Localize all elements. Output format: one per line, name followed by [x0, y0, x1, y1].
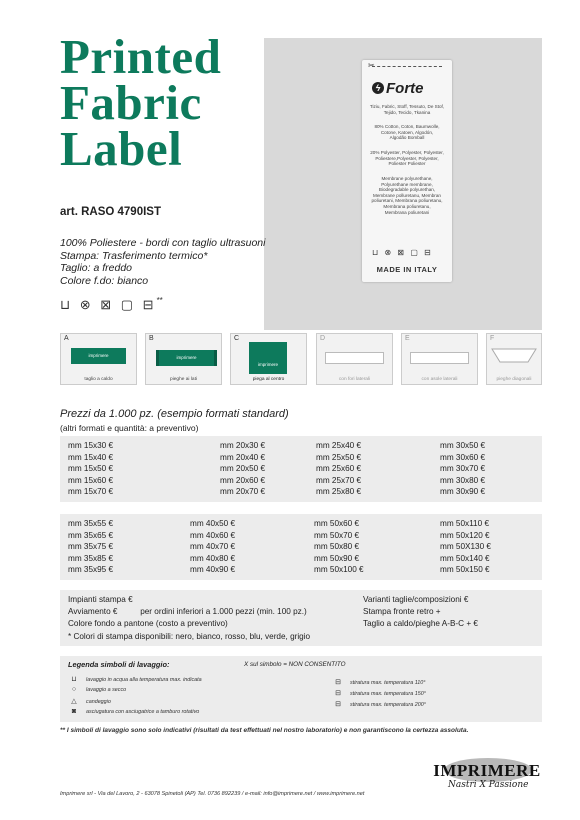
page-title — [60, 29, 222, 176]
iron-icon: ⊟ — [335, 679, 341, 686]
price-cell: mm 50x70 € — [314, 530, 360, 540]
legend-text: stiratura max. temperatura 150° — [350, 691, 426, 697]
sample-text-line: Polyurethane membrane, — [381, 181, 433, 187]
price-cell: mm 15x60 € — [68, 475, 114, 485]
sample-text-line: 20% Polyester, Polyester, Polyester, — [370, 150, 444, 155]
bleach-icon: △ — [71, 698, 77, 705]
legend-item — [68, 697, 111, 705]
format-panel-b — [145, 333, 222, 385]
care-symbols — [60, 296, 163, 313]
price-cell: mm 50X130 € — [440, 542, 491, 551]
price-cell: mm 40x70 € — [190, 542, 236, 551]
description-line: Taglio: a freddo — [60, 262, 132, 275]
format-panel-c — [230, 333, 307, 385]
sample-text-2 — [368, 124, 446, 141]
format-panel-e — [401, 333, 478, 385]
price-cell: mm 15x70 € — [68, 487, 114, 496]
price-cell: mm 15x30 € — [68, 441, 114, 450]
price-cell: mm 30x80 € — [440, 475, 486, 485]
sample-brand-name: Forte — [386, 80, 424, 97]
article-code: art. RASO 4790IST — [60, 206, 161, 218]
extras-line: Impianti stampa € — [68, 595, 133, 604]
price-cell: mm 30x70 € — [440, 464, 486, 473]
format-caption: piega al centro — [252, 377, 285, 382]
made-in-italy: MADE IN ITALY — [376, 265, 438, 274]
format-caption: pieghe ai lati — [170, 377, 197, 382]
extras-line: Taglio a caldo/pieghe A-B-C + € — [363, 618, 478, 628]
format-caption: taglio a caldo — [84, 377, 113, 382]
cut-line — [372, 66, 442, 67]
extras-right — [363, 594, 478, 629]
legend-item — [332, 689, 426, 697]
sample-text-line: Membrane polyurethane, — [381, 176, 433, 181]
legend-not-allowed: X sul simbolo = NON CONSENTITO — [244, 661, 346, 668]
price-cell: mm 30x50 € — [440, 441, 486, 450]
price-cell: mm 50x80 € — [314, 542, 360, 551]
care-legend — [60, 656, 542, 722]
sample-text-line: Membrana poliuretani — [384, 209, 430, 215]
sample-care-symbols: ⊔ ⊗ ⊠ ▢ ⊟ — [372, 248, 433, 257]
price-column — [190, 518, 235, 576]
extras-line: Varianti taglie/composizioni € — [363, 595, 469, 604]
description-line: Colore f.do: bianco — [60, 274, 149, 287]
format-caption: con asole laterali — [421, 377, 458, 382]
iron-icon: ⊟ — [335, 690, 341, 697]
price-cell: mm 40x80 € — [190, 553, 236, 563]
extras-line: Colore fondo a pantone (costo a preventivo) — [68, 618, 228, 628]
extras-line: Avviamento € per ordini inferiori a 1.000 pezzi (min. 100 pz.) — [68, 606, 307, 616]
format-letter: E — [405, 335, 410, 342]
sample-text-1 — [368, 104, 446, 115]
product-photo — [264, 38, 542, 330]
format-panel-d — [316, 333, 393, 385]
footer-contacts: Imprimere srl - Via del Lavoro, 2 - 63078 Spinetoli (AP) Tel. 0736 892239 / e-mail: info@imprimere.net / www.imprimere.net — [60, 791, 365, 797]
price-cell: mm 50x100 € — [314, 565, 364, 574]
format-letter: F — [490, 335, 495, 342]
legend-item — [68, 686, 126, 693]
format-letter: A — [64, 335, 69, 342]
sample-text-line: 80% Cotton, Coton, Baumwolle, — [374, 124, 440, 129]
format-panel-f — [486, 333, 542, 385]
price-cell: mm 15x40 € — [68, 452, 114, 462]
care-symbol-row: ⊔ ⊗ ⊠ ▢ ⊟ — [60, 297, 157, 312]
price-cell: mm 35x55 € — [68, 519, 114, 528]
price-cell: mm 20x70 € — [220, 487, 266, 496]
price-column — [316, 440, 361, 498]
price-cell: mm 25x60 € — [316, 464, 362, 473]
format-caption: con fori laterali — [338, 377, 371, 382]
price-column — [220, 440, 265, 498]
legend-item — [68, 708, 199, 715]
format-sample: imprimere — [71, 348, 126, 364]
brand-name: IMPRIMERE — [433, 761, 541, 780]
price-cell: mm 50x150 € — [440, 565, 490, 574]
sample-text-line: Poliester Poliester — [388, 161, 426, 167]
prices-heading: Prezzi da 1.000 pz. (esempio formati standard) — [60, 408, 289, 420]
extras-left — [68, 594, 307, 629]
sample-label — [362, 60, 452, 282]
legend-text: asciugatura con asciugatrice a tamburo rotativo — [86, 709, 200, 715]
price-table-1 — [60, 436, 542, 502]
sample-text-line: Membrane polluretanu, Membran — [373, 192, 441, 198]
price-column — [440, 440, 485, 498]
description-line: 100% Poliestere - bordi con taglio ultrasuoni — [60, 237, 266, 249]
sample-text-line: Biodegradable polyurethan, — [378, 187, 436, 193]
sample-text-4 — [368, 176, 446, 215]
price-cell: mm 20x30 € — [220, 441, 266, 450]
price-cell: mm 20x40 € — [220, 452, 266, 462]
legend-item — [332, 700, 426, 708]
price-cell: mm 50x120 € — [440, 530, 490, 540]
colors-note: * Colori di stampa disponibili: nero, bianco, rosso, blu, verde, grigio — [68, 632, 311, 641]
price-cell: mm 25x40 € — [316, 441, 362, 450]
format-sample: imprimere — [249, 342, 287, 374]
price-cell: mm 50x90 € — [314, 553, 360, 563]
price-cell: mm 35x75 € — [68, 542, 114, 551]
iron-icon: ⊟ — [335, 701, 341, 708]
sample-text-line: Algodão Bomball — [389, 135, 425, 141]
price-cell: mm 35x95 € — [68, 565, 114, 574]
price-cell: mm 50x110 € — [440, 519, 489, 528]
sample-text-line: Tejido, Tecido, Tkanina — [383, 109, 431, 115]
price-column — [68, 518, 113, 576]
format-sample — [325, 352, 384, 364]
price-cell: mm 20x60 € — [220, 475, 266, 485]
title-line-1: Printed — [60, 29, 222, 84]
price-cell: mm 40x90 € — [190, 565, 236, 574]
price-cell: mm 30x60 € — [440, 452, 486, 462]
format-letter: C — [234, 335, 240, 342]
legend-item — [332, 678, 425, 686]
legend-text: stiratura max. temperatura 110° — [350, 680, 426, 686]
sample-text-line: Tiziu, Fabric, Stoff, Tessuto, De Stof, — [369, 104, 445, 109]
price-cell: mm 50x140 € — [440, 553, 490, 563]
dry-clean-icon: ○ — [71, 686, 77, 693]
title-line-3: Label — [60, 121, 183, 176]
legend-text: stiratura max. temperatura 200° — [350, 702, 426, 708]
tumble-dry-icon: ◙ — [71, 708, 77, 715]
price-cell: mm 25x80 € — [316, 487, 362, 496]
sample-text-3 — [368, 150, 446, 167]
legend-text: lavaggio in acqua alla temperatura max. indicata — [86, 677, 202, 683]
price-cell: mm 50x60 € — [314, 519, 360, 528]
legend-text: candeggio — [86, 699, 111, 705]
brand-tagline: Nastri X Passione — [448, 780, 529, 790]
format-sample — [410, 352, 469, 364]
sample-text-line: Cotone, Katoen, Algodón, — [380, 129, 434, 135]
wash-icon: ⊔ — [71, 676, 77, 683]
brand-logo — [432, 756, 542, 790]
price-cell: mm 20x50 € — [220, 464, 266, 473]
price-column — [68, 440, 113, 498]
bolt-icon: ϟ — [372, 82, 384, 94]
format-caption: pieghe diagonali — [496, 377, 532, 382]
legend-heading: Legenda simboli di lavaggio: — [68, 660, 170, 669]
extras-line: Stampa fronte retro + — [363, 606, 441, 616]
format-sample: imprimere — [156, 350, 217, 366]
disclaimer: ** I simboli di lavaggio sono solo indicativi (risultati da test effettuati nel nostro laboratorio) e non garantiscono la certezza assoluta. — [60, 727, 469, 734]
price-cell: mm 25x50 € — [316, 452, 362, 462]
price-table-2 — [60, 514, 542, 580]
price-cell: mm 35x65 € — [68, 530, 114, 540]
sample-text-line: Membrana poliuretanu, — [383, 203, 431, 209]
title-line-2: Fabric — [60, 75, 202, 130]
format-panel-a — [60, 333, 137, 385]
extras-box — [60, 590, 542, 646]
sample-text-line: poliuretani, Membrana poliuretanu, — [371, 198, 443, 204]
scissors-icon: ✂ — [368, 61, 375, 70]
legend-item — [68, 675, 202, 683]
sample-brand-logo — [372, 80, 424, 97]
price-cell: mm 25x70 € — [316, 475, 362, 485]
legend-text: lavaggio a secco — [86, 687, 127, 693]
price-cell: mm 40x60 € — [190, 530, 236, 540]
diagonal-fold-shape — [491, 348, 537, 364]
care-note-marker: ** — [156, 296, 163, 305]
price-cell: mm 35x85 € — [68, 553, 114, 563]
price-column — [440, 518, 491, 576]
sample-text-line: Poliestere,Polyester, Polyester, — [375, 155, 439, 161]
price-cell: mm 40x50 € — [190, 519, 236, 528]
description-line: Stampa: Trasferimento termico* — [60, 249, 208, 262]
format-letter: B — [149, 335, 154, 342]
description — [60, 237, 265, 287]
price-column — [314, 518, 364, 576]
prices-subheading: (altri formati e quantità: a preventivo) — [60, 423, 199, 433]
format-letter: D — [320, 335, 326, 342]
price-cell: mm 30x90 € — [440, 487, 486, 496]
price-cell: mm 15x50 € — [68, 464, 114, 473]
